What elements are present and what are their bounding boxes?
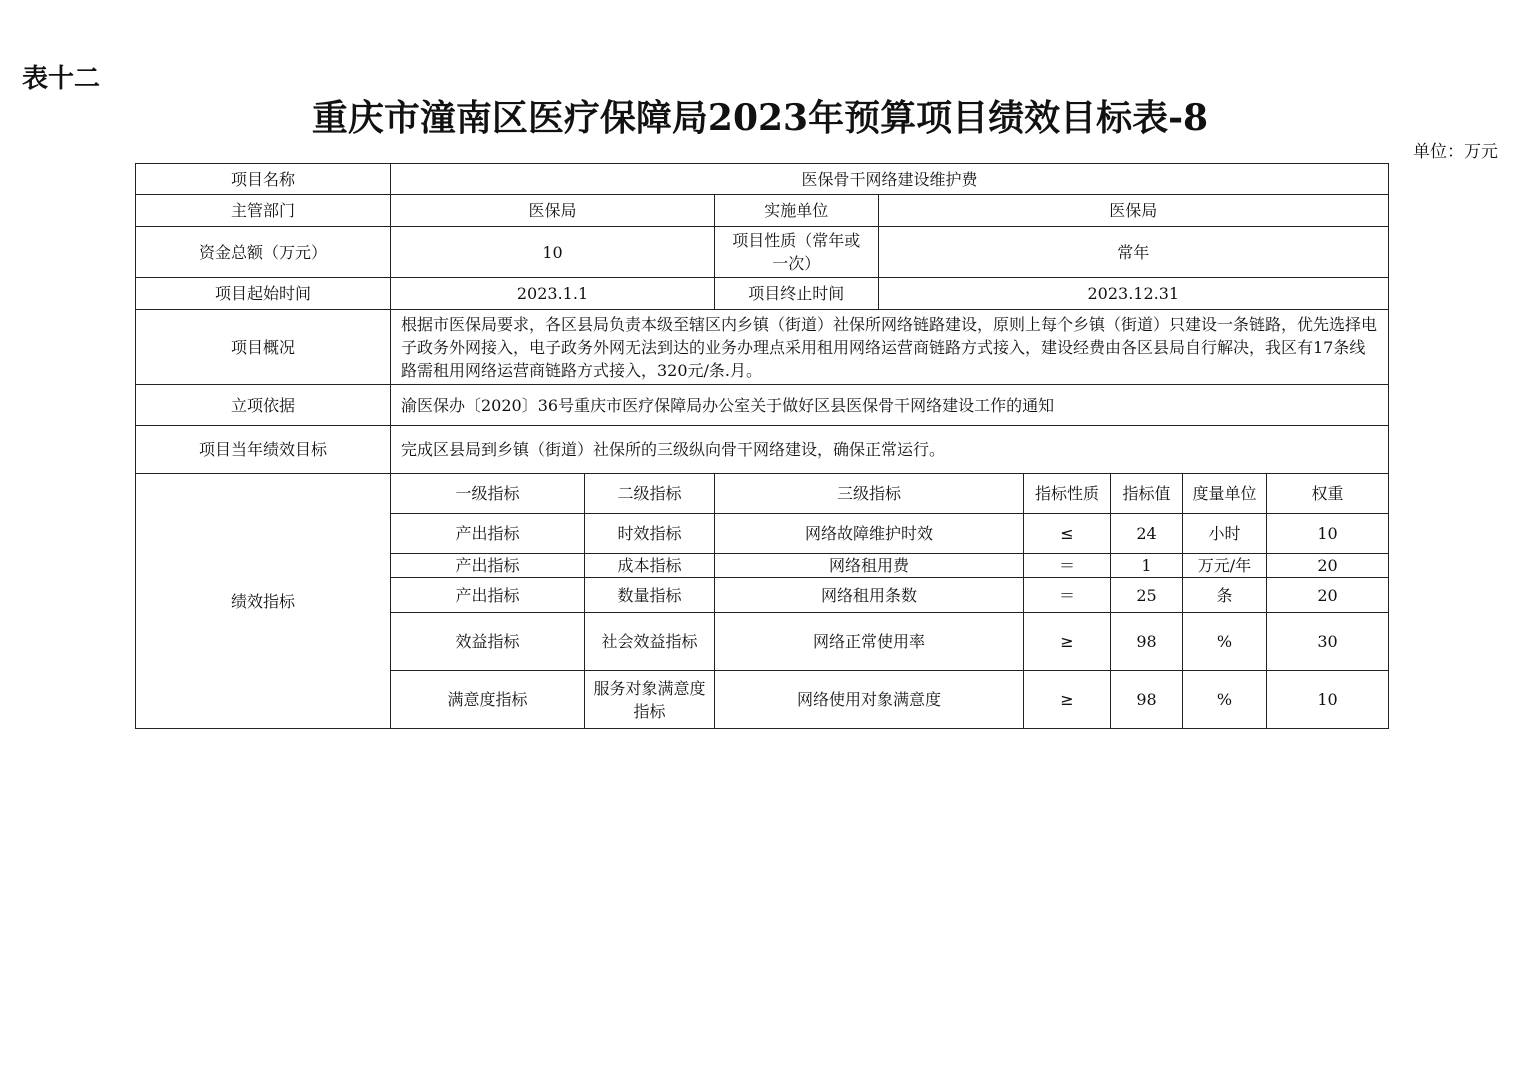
table-number: 表十二 [22, 64, 101, 94]
implementing-unit-label-cell: 实施单位 [715, 195, 878, 226]
weight-cell: 30 [1267, 613, 1389, 671]
start-time-label: 项目起始时间 [136, 278, 391, 310]
fund-total-value: 10 [391, 227, 715, 278]
header-level1: 一级指标 [391, 474, 585, 514]
header-level2: 二级指标 [585, 474, 715, 514]
header-level3: 三级指标 [715, 474, 1024, 514]
value-cell: 1 [1111, 554, 1183, 578]
indicator-header-row [136, 474, 1389, 514]
weight-cell: 10 [1267, 514, 1389, 554]
level3-cell: 网络租用条数 [715, 578, 1024, 613]
project-nature-value: 常年 [1117, 242, 1150, 262]
implementing-unit-value: 医保局 [1109, 201, 1158, 220]
nature-cell: ＝ [1024, 578, 1111, 613]
level1-cell: 效益指标 [391, 613, 585, 671]
weight-cell: 20 [1267, 578, 1389, 613]
level2-cell: 数量指标 [585, 578, 715, 613]
annual-goal-label: 项目当年绩效目标 [136, 426, 391, 474]
unit-label: 单位：万元 [1413, 142, 1498, 162]
level3-cell: 网络正常使用率 [715, 613, 1024, 671]
overview-label: 项目概况 [136, 310, 391, 385]
header-value: 指标值 [1111, 474, 1183, 514]
row-goal [136, 426, 1389, 474]
nature-cell: ≥ [1024, 671, 1111, 729]
level3-cell: 网络故障维护时效 [715, 514, 1024, 554]
end-time-cell [715, 278, 1389, 310]
value-cell: 24 [1111, 514, 1183, 554]
basis-value: 渝医保办〔2020〕36号重庆市医疗保障局办公室关于做好区县医保骨干网络建设工作的通知 [391, 385, 1389, 426]
start-time-value: 2023.1.1 [391, 278, 715, 310]
row-dates [136, 278, 1389, 310]
row-basis [136, 385, 1389, 426]
level3-cell: 网络租用费 [715, 554, 1024, 578]
project-nature-label: 项目性质（常年或一次） [715, 227, 878, 277]
level1-cell: 产出指标 [391, 554, 585, 578]
level1-cell: 满意度指标 [391, 671, 585, 729]
project-nature-cell [715, 227, 1389, 278]
weight-cell: 10 [1267, 671, 1389, 729]
project-name-value: 医保骨干网络建设维护费 [391, 164, 1389, 195]
unit-cell: % [1183, 671, 1267, 729]
performance-target-table [135, 163, 1389, 729]
row-department [136, 195, 1389, 227]
unit-cell: 条 [1183, 578, 1267, 613]
nature-cell: ≥ [1024, 613, 1111, 671]
unit-cell: 小时 [1183, 514, 1267, 554]
project-name-label: 项目名称 [136, 164, 391, 195]
header-nature: 指标性质 [1024, 474, 1111, 514]
nature-cell: ≤ [1024, 514, 1111, 554]
level3-cell: 网络使用对象满意度 [715, 671, 1024, 729]
department-value: 医保局 [391, 195, 715, 227]
level2-cell: 时效指标 [585, 514, 715, 554]
end-time-value: 2023.12.31 [1087, 284, 1180, 303]
implementing-unit-cell [715, 195, 1389, 227]
document-title: 重庆市潼南区医疗保障局2023年预算项目绩效目标表-8 [311, 97, 1209, 139]
value-cell: 98 [1111, 671, 1183, 729]
unit-cell: % [1183, 613, 1267, 671]
overview-value: 根据市医保局要求，各区县局负责本级至辖区内乡镇（街道）社保所网络链路建设，原则上每个乡镇（街道）只建设一条链路，优先选择电子政务外网接入，电子政务外网无法到达的业务办理点采用租用网络运营商链路方式接入，建设经费由各区县局自行解决，我区有17条线路需租用网络运营商链路方式接入，320元/条.月。 [391, 310, 1389, 385]
end-time-label: 项目终止时间 [715, 278, 878, 309]
value-cell: 98 [1111, 613, 1183, 671]
basis-label: 立项依据 [136, 385, 391, 426]
level2-cell: 社会效益指标 [585, 613, 715, 671]
annual-goal-value: 完成区县局到乡镇（街道）社保所的三级纵向骨干网络建设，确保正常运行。 [391, 426, 1389, 474]
fund-total-label: 资金总额（万元） [136, 227, 391, 278]
indicators-section-label: 绩效指标 [136, 474, 391, 729]
weight-cell: 20 [1267, 554, 1389, 578]
nature-cell: ＝ [1024, 554, 1111, 578]
level1-cell: 产出指标 [391, 514, 585, 554]
unit-cell: 万元/年 [1183, 554, 1267, 578]
department-label: 主管部门 [136, 195, 391, 227]
row-project-name [136, 164, 1389, 195]
level2-cell: 成本指标 [585, 554, 715, 578]
header-unit: 度量单位 [1183, 474, 1267, 514]
header-weight: 权重 [1267, 474, 1389, 514]
row-funds [136, 227, 1389, 278]
level1-cell: 产出指标 [391, 578, 585, 613]
level2-cell: 服务对象满意度指标 [585, 671, 715, 729]
value-cell: 25 [1111, 578, 1183, 613]
row-overview [136, 310, 1389, 385]
